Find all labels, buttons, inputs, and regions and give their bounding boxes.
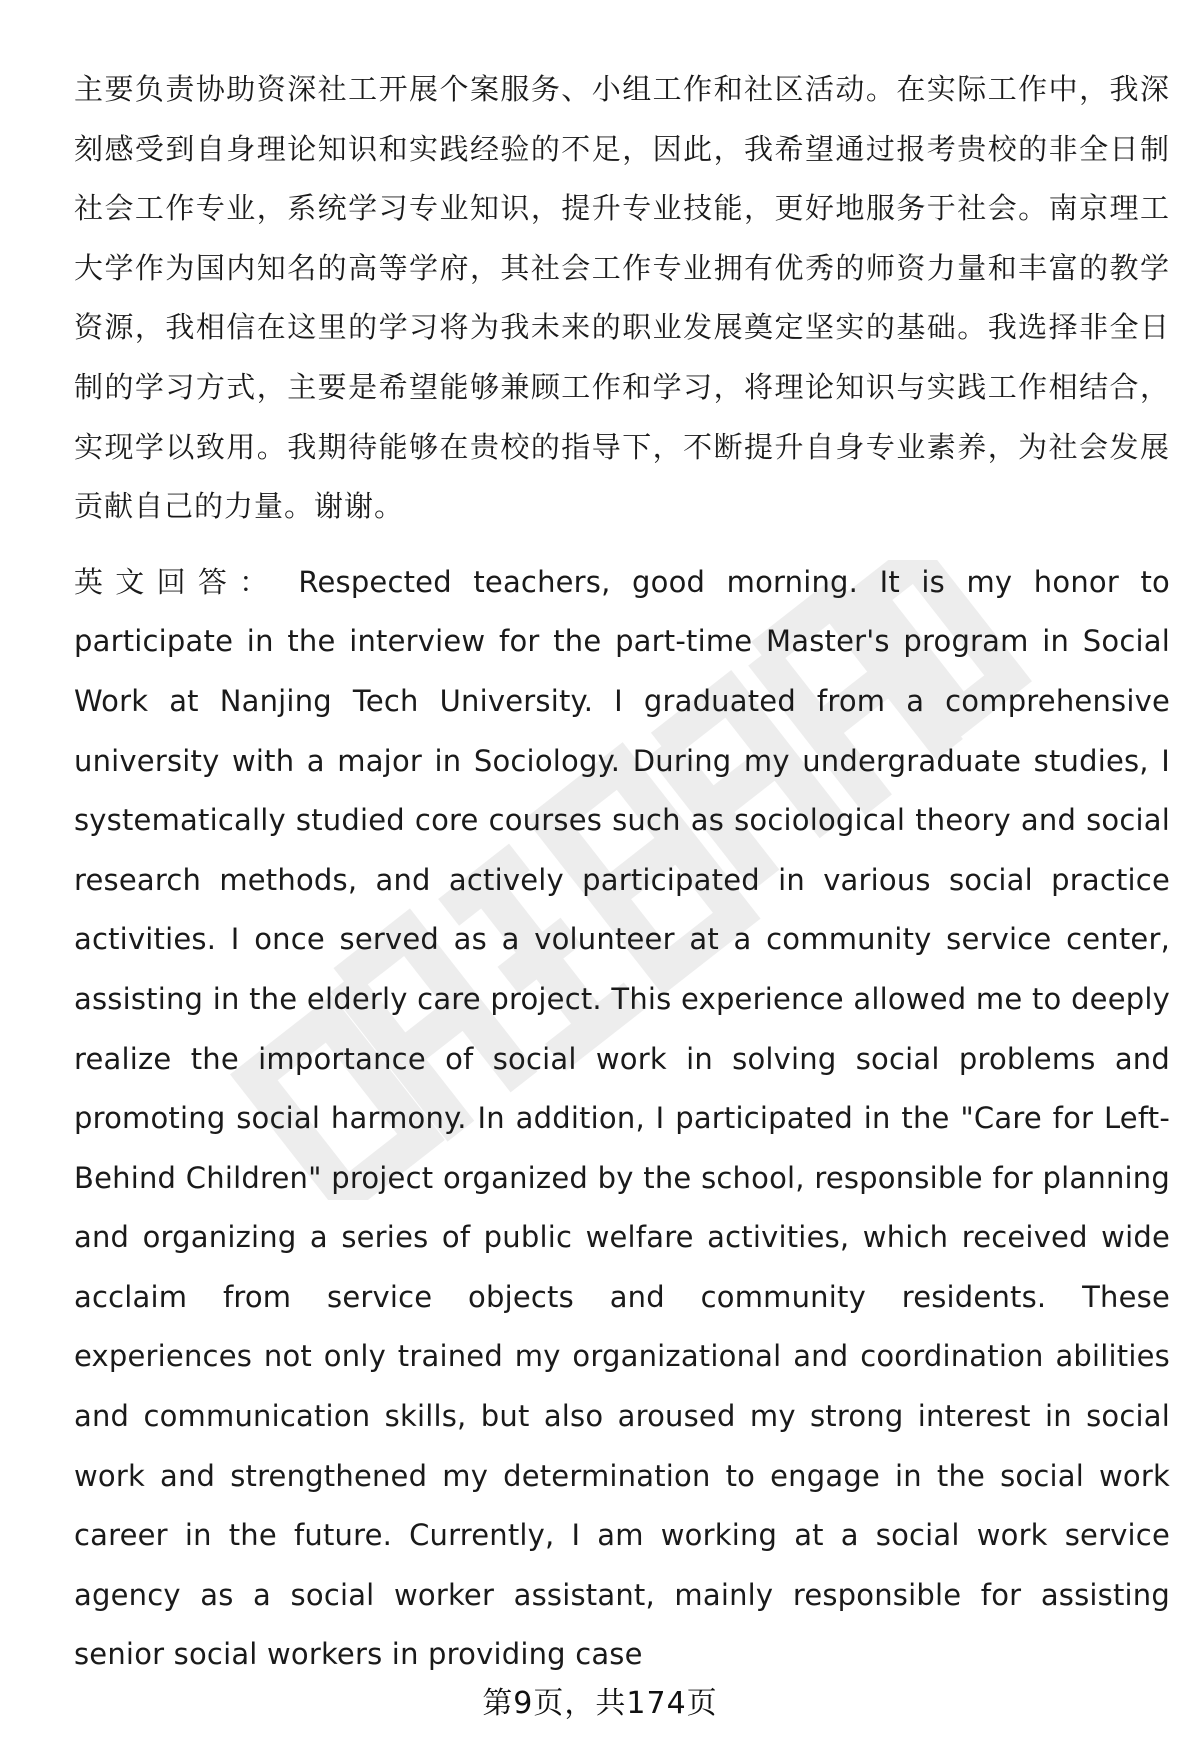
english-answer-label: 英文回答： <box>74 564 281 599</box>
english-answer-text: Respected teachers, good morning. It is my honor to participate in the interview for the part-time Master's program in Social Work at Nanjing Tech University. I graduated from a comprehensive university with a major in Sociology. During my undergraduate studies, I systematically studied core courses such as sociological theory and social research methods, and actively participated in various social practice activities. I once served as a volunteer at a community service center, assisting in the elderly care project. This experience allowed me to deeply realize the importance of social work in solving social problems and promoting social harmony. In addition, I participated in the "Care for Left-Behind Children" project organized by the school, responsible for planning and organizing a series of public welfare activities, which received wide acclaim from service objects and community residents. These experiences not only trained my organizational and coordination abilities and communication skills, but also aroused my strong interest in social work and strengthened my determination to engage in the social work career in the future. Currently, I am working at a social work service agency as a social worker assistant, mainly responsible for assisting senior social workers in providing case <box>74 564 1170 1672</box>
page-number-footer: 第9页，共174页 <box>482 1686 718 1721</box>
document-body <box>74 60 1170 1685</box>
english-answer-paragraph <box>74 553 1170 1685</box>
chinese-answer-paragraph: 主要负责协助资深社工开展个案服务、小组工作和社区活动。在实际工作中，我深刻感受到自身理论知识和实践经验的不足，因此，我希望通过报考贵校的非全日制社会工作专业，系统学习专业知识，提升专业技能，更好地服务于社会。南京理工大学作为国内知名的高等学府，其社会工作专业拥有优秀的师资力量和丰富的教学资源，我相信在这里的学习将为我未来的职业发展奠定坚实的基础。我选择非全日制的学习方式，主要是希望能够兼顾工作和学习，将理论知识与实践工作相结合，实现学以致用。我期待能够在贵校的指导下，不断提升自身专业素养，为社会发展贡献自己的力量。谢谢。 <box>74 72 1170 524</box>
